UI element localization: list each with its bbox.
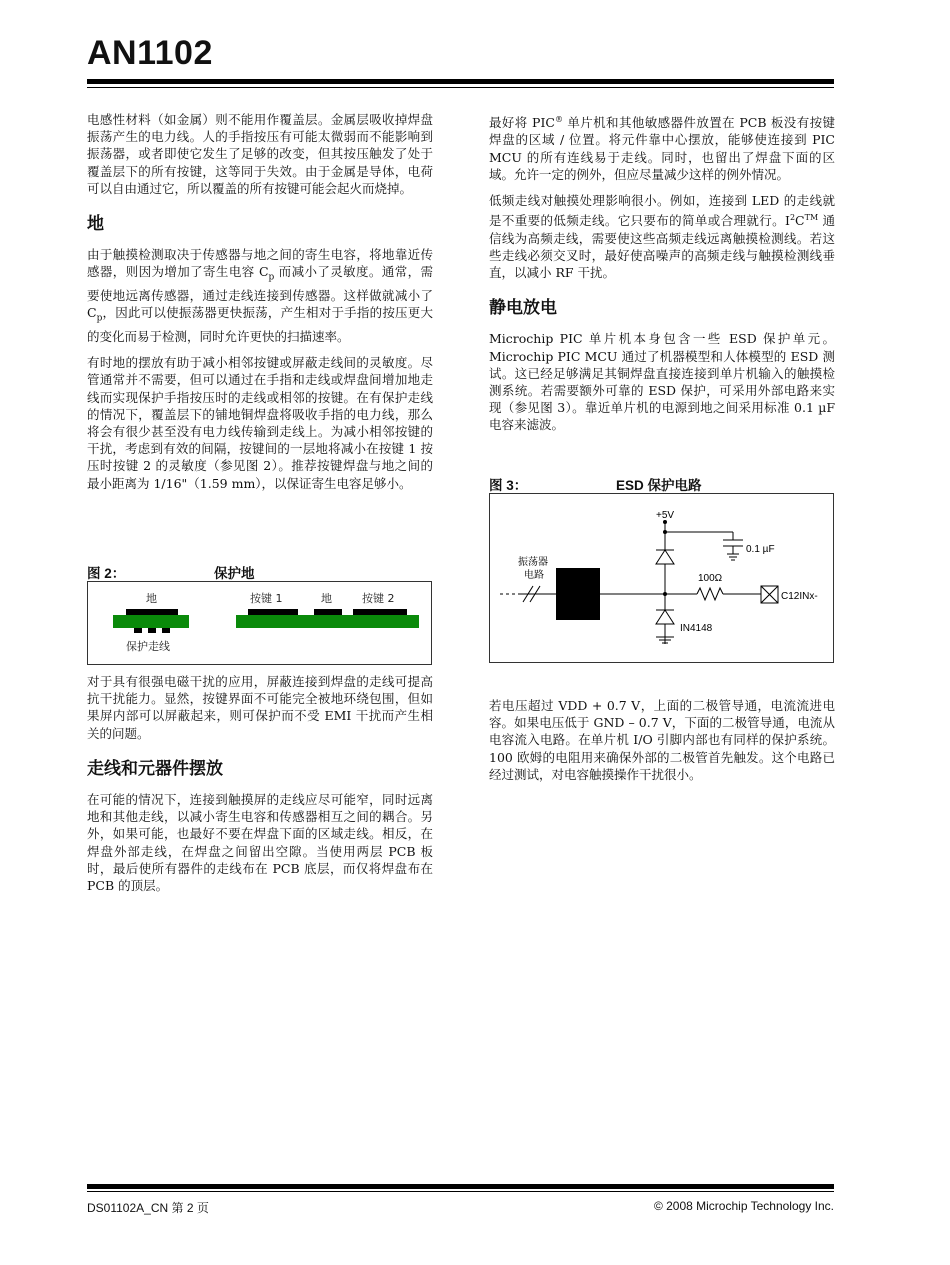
text-run: 低频走线对触摸处理影响很小。例如，连接到 LED 的走线就是不重要的低频走线。它只要布的简单或合理就行。I: [489, 192, 835, 229]
esd-circuit-diagram: [490, 494, 833, 662]
guard-trace: [134, 628, 142, 633]
paragraph: 电感性材料（如金属）则不能用作覆盖层。金属层吸收掉焊盘振荡产生的电力线。人的手指按压有可能太微弱而不能影响到振荡器，或者即使它发生了足够的改变，但其按压触发了处于覆盖层下的所有按键，这等同于失效。由于金属是导体，电荷可以自由通过它，所以覆盖的所有按键可能会起火而烧掉。: [87, 112, 433, 196]
section-heading-esd: 静电放电: [489, 298, 557, 319]
section-heading-ground: 地: [87, 214, 104, 235]
oscillator-block: [556, 568, 600, 620]
guard-trace: [148, 628, 156, 633]
ground-pad: [314, 609, 342, 615]
figure-3-box: [489, 493, 834, 663]
lower-diode: [656, 610, 674, 624]
paragraph: 有时地的摆放有助于减小相邻按键或屏蔽走线间的灵敏度。尽管通常并不需要，但可以通过在手指和走线或焊盘间增加地走线而实现保护手指按压时的走线或相邻的按键。在有保护走线的情况下，覆盖层下的铺地铜焊盘将吸收手指的电力线，那么将会有很少甚至没有电力线传输到走线上。为减小相邻按键的干扰，考虑到有效的间隔，按键间的一层地将减小在按键 1 按压时按键 2 的灵敏度（参见图 2）。推荐按键焊盘与地之间的最小距离为 1/16"（1.59 mm），以保证寄生电容足够小。: [87, 355, 433, 491]
text-run: 最好将 PIC: [489, 115, 555, 131]
key2-pad: [353, 609, 407, 615]
registered-mark: ®: [554, 115, 563, 124]
guard-trace-label: 保护走线: [126, 640, 170, 653]
pcb-green-right: [236, 615, 419, 628]
upper-diode: [656, 550, 674, 564]
oscillator-label-1: 振荡器: [518, 557, 548, 568]
superscript: 2: [789, 213, 796, 223]
paragraph: Microchip PIC 单片机本身包含一些 ESD 保护单元。Microchip PIC MCU 通过了机器模型和人体模型的 ESD 测试。这已经足够满足其铜焊盘直接连接到单片机输入的触摸检测系统。若需要额外可靠的 ESD 保护，可采用外部电路来实现（参见图 3）。靠近单片机的电源到地之间采用标准 0.1 µF 电容来滤波。: [489, 331, 835, 433]
paragraph: [87, 246, 433, 345]
key1-label: 按键 1: [250, 592, 283, 605]
document-title: AN1102: [87, 34, 213, 72]
pcb-green-left: [113, 615, 189, 628]
key2-label: 按键 2: [362, 592, 395, 605]
paragraph: [489, 111, 835, 183]
trademark: TM: [804, 213, 819, 223]
subscript: p: [268, 272, 275, 283]
paragraph: 在可能的情况下，连接到触摸屏的走线应尽可能窄，同时远离地和其他走线，以减小寄生电容和传感器相互之间的耦合。另外，如果可能，也最好不要在焊盘下面的区域走线。相反，在焊盘外部走线，在焊盘之间留出空隙。当使用两层 PCB 板时，最后使所有器件的走线布在 PCB 底层，而仅将焊盘布在 PCB 的顶层。: [87, 792, 433, 894]
figure-3-title: ESD 保护电路: [616, 478, 702, 493]
vdd-label: +5V: [656, 510, 675, 521]
pin-label: C12INx-: [781, 591, 818, 602]
ground-label-2: 地: [321, 592, 332, 605]
ground-trace: [126, 609, 178, 615]
oscillator-label-2: 电路: [524, 570, 544, 581]
ground-label: 地: [146, 592, 157, 605]
subscript: p: [96, 313, 103, 324]
header-rule: [87, 79, 834, 84]
paragraph: 若电压超过 VDD + 0.7 V，上面的二极管导通，电流流进电容。如果电压低于 GND – 0.7 V，下面的二极管导通，电流从电容流入电路。在单片机 I/O 引脚内部也有同样的保护系统。100 欧姆的电阻用来确保外部的二极管首先触发。这个电路已经过测试，对电容触摸操作干扰很小。: [489, 698, 835, 782]
text-run: ，因此可以使振荡器更快振荡，产生相对于手指的按压更大的变化而易于检测，同时允许更快的扫描速率。: [87, 305, 433, 345]
right-column: [489, 111, 835, 443]
footer-rule: [87, 1184, 834, 1189]
figure-3-label: 图 3：: [489, 478, 528, 493]
figure-2-box: [87, 581, 432, 665]
paragraph: [489, 192, 835, 281]
left-column: [87, 111, 433, 501]
figure-2-label: 图 2：: [87, 566, 126, 581]
right-column-lower: [489, 697, 835, 792]
resistor-label: 100Ω: [698, 573, 723, 584]
section-heading-routing: 走线和元器件摆放: [87, 758, 223, 779]
text-run: 由于触摸检测取决于传感器与地之间的寄生电容，将地靠近传感器，则因为增加了寄生电容 C: [87, 247, 433, 280]
footer-rule-thin: [87, 1191, 834, 1192]
diode-label: IN4148: [680, 623, 713, 634]
text-run: 而减小了灵敏度。通常，需要使地远离传感器，通过走线连接到传感器。这样做就减小了 C: [87, 264, 433, 321]
left-column-lower: [87, 673, 433, 903]
guard-trace: [162, 628, 170, 633]
text-run: 通信线为高频走线，需要使这些高频走线远离触摸检测线。若这些走线必须交叉时，最好使高噪声的高频走线与触摸检测线垂直，以减小 RF 干扰。: [489, 213, 835, 280]
paragraph: 对于具有很强电磁干扰的应用，屏蔽连接到焊盘的走线可提高抗干扰能力。显然，按键界面不可能完全被地环绕包围，但如果屏内部可以屏蔽起来，则可保护而不受 EMI 干扰而产生相关的问题。: [87, 674, 433, 741]
header-rule-thin: [87, 87, 834, 88]
footer-copyright: © 2008 Microchip Technology Inc.: [653, 1199, 834, 1213]
guard-ground-diagram: [88, 582, 431, 664]
footer-doc-id: DS01102A_CN 第 2 页: [87, 1201, 209, 1215]
capacitor-label: 0.1 µF: [746, 544, 775, 555]
text-run: C: [795, 213, 805, 229]
text-run: 单片机和其他敏感器件放置在 PCB 板没有按键焊盘的区域 / 位置。将元件靠中心摆放，能够使连接到 PIC MCU 的所有连线易于走线。同时，也留出了焊盘下面的区域。允许一定的例外，但应尽量减少这样的例外情况。: [489, 115, 835, 182]
figure-2-title: 保护地: [214, 566, 255, 581]
key1-pad: [248, 609, 298, 615]
